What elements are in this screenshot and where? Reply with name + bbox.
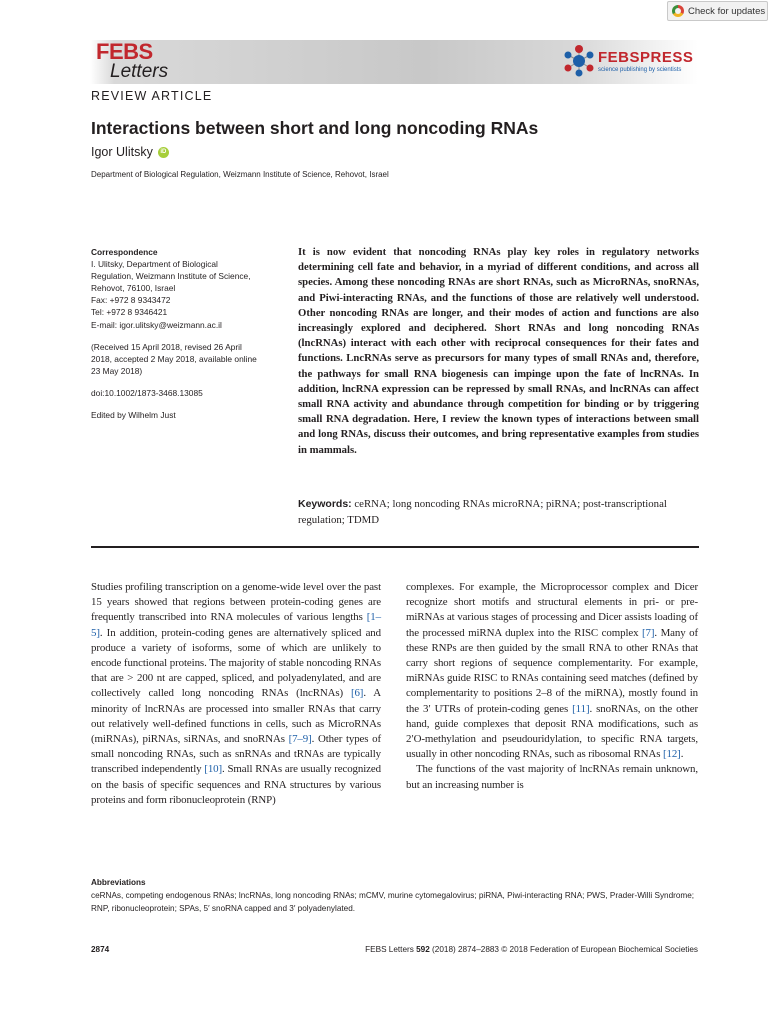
author-name[interactable]: Igor Ulitsky [91,145,153,159]
dates-line: (Received 15 April 2018, revised 26 April [91,341,242,352]
article-type: REVIEW ARTICLE [91,89,213,103]
body-text: Studies profiling transcription on a genome-wide level over the past 15 years showed that regions between protein-coding genes are frequently transcribed into RNA molecules of various lengths [91,581,381,624]
tel-line: Tel: +972 8 9346421 [91,307,168,318]
correspondence-heading: Correspondence [91,247,158,257]
body-text: . snoRNAs, on the other hand, guide complexes that deposit RNA modifications, such as 2′O-methylation and pseudouridylation, to specific RNA targets, usually in other noncoding RNAs, such as ribosomal RNAs [406,702,698,761]
address-line: Regulation, Weizmann Institute of Science, [91,271,251,282]
body-column-right [406,580,698,793]
keywords-label: Keywords: [298,498,352,510]
fax-line: Fax: +972 8 9343472 [91,295,171,306]
correspondence-sidebar [91,246,291,421]
citation-link[interactable]: [1–5] [91,611,381,639]
orcid-icon[interactable]: iD [158,147,169,158]
febs-press-emblem-icon [562,44,596,78]
section-divider [91,546,699,548]
citation-link[interactable]: [12] [662,748,681,761]
body-text: complexes. For example, the Microprocessor complex and Dicer recognize short motifs and structural elements in pri- or pre-miRNAs at various stages of processing and Dicer assists loading of the processed miRNA duplex into the RISC complex [406,581,698,639]
body-text: . A minority of lncRNAs are processed into smaller RNAs that carry out relatively well-defined functions in cells, such as MicroRNAs (miRNAs), piRNAs, siRNAs, and snoRNAs [91,687,381,746]
body-text: . Other types of small noncoding RNAs, such as snRNAs and tRNAs are typically transcribed independently [91,733,381,776]
body-column-left [91,580,381,808]
abbreviations-text: ceRNAs, competing endogenous RNAs; lncRNAs, long noncoding RNAs; mCMV, murine cytomegalovirus; piRNA, Piwi-interacting RNA; PWS, Prader-Willi Syndrome; RNP, ribonucleoprotein; SPAs, 5′ snoRNA capped and 3′ polyadenylated. [91,890,695,913]
address-line: Rehovot, 76100, Israel [91,283,176,294]
logo-letters-text: Letters [110,61,169,82]
body-paragraph: The functions of the vast majority of lncRNAs remain unknown, but an increasing number is [406,763,698,791]
footer-copyright: (2018) 2874–2883 © 2018 Federation of European Biochemical Societies [429,945,698,954]
body-paragraph [91,580,381,808]
crossmark-icon [672,5,684,17]
body-text: . Many of these RNPs are then guided by the small RNA to other RNAs that carry short regions of sequence complementarity. For example, miRNAs guide RISC to RNAs containing seed matches (defined by complementarity to positions 2–8 of the miRNA), mostly found in the 3′ UTRs of protein-coding genes [406,626,698,715]
citation-link[interactable]: [7–9] [288,733,312,746]
abbreviations-heading: Abbreviations [91,878,146,887]
citation-link[interactable]: [11] [572,702,590,715]
body-text: . Small RNAs are usually recognized on the basis of specific sequences and RNA structures by various proteins and form ribonucleoprotein (RNP) [91,763,381,806]
keywords [298,496,699,528]
logo-febs-text: FEBS [96,39,153,64]
abbreviations-section [91,877,699,915]
dates-line: 2018, accepted 2 May 2018, available online [91,353,257,364]
author-line [91,145,169,159]
febs-press-logo [562,44,696,80]
page-number: 2874 [91,945,110,954]
address-line: I. Ulitsky, Department of Biological [91,259,218,270]
doi-link[interactable]: doi:10.1002/1873-3468.13085 [91,387,203,398]
febs-press-tagline: science publishing by scientists [598,67,682,73]
article-title: Interactions between short and long noncoding RNAs [91,118,539,138]
check-for-updates-label: Check for updates [688,5,766,17]
author-affiliation: Department of Biological Regulation, Weizmann Institute of Science, Rehovot, Israel [91,170,389,179]
footer-journal: FEBS Letters [365,945,417,954]
febs-press-name: FEBSPRESS [598,49,694,66]
body-text: . In addition, protein-coding genes are alternatively spliced and produce a variety of isoforms, some of which are unlikely to encode functional proteins. The majority of stable noncoding RNAs that are > 200 nt are capped, spliced, and polyadenylated, and are collectively called long noncoding RNAs (lncRNAs) [91,626,381,700]
citation-link[interactable]: [10] [204,763,223,776]
dates-line: 23 May 2018) [91,365,143,376]
keywords-text: ceRNA; long noncoding RNAs microRNA; piRNA; post-transcriptional regulation; TDMD [298,498,667,526]
email-link[interactable]: E-mail: igor.ulitsky@weizmann.ac.il [91,319,222,330]
footer-citation [365,945,698,954]
febs-letters-logo [96,40,196,84]
edited-by: Edited by Wilhelm Just [91,410,176,421]
citation-link[interactable]: [7] [642,626,655,639]
check-for-updates-button[interactable] [667,1,768,21]
abstract: It is now evident that noncoding RNAs play key roles in regulatory networks determining cell fate and behavior, in a myriad of different conditions, and across all species. Among these noncoding RNAs are short RNAs, such as MicroRNAs, snoRNAs, and Piwi-interacting RNAs, and the functions of those are relatively well understood. Other noncoding RNAs are longer, and their modes of action and functions are also increasingly explored and deciphered. Short RNAs and long noncoding RNAs (lncRNAs) interact with each other with reciprocal consequences for their fates and functions. LncRNAs serve as precursors for many types of small RNAs and, therefore, the pathways for small RNA biogenesis can impinge upon the fate of lncRNAs. In addition, lncRNA expression can be repressed by small RNAs, and lncRNAs can affect small RNA activity and abundance through competition for binding or by triggering small RNA degradation. Here, I review the known types of interactions between small and long RNAs, discuss their outcomes, and bring representative examples from studies in mammals. [298,246,699,456]
citation-link[interactable]: [6] [350,687,364,700]
body-paragraph [406,580,698,762]
body-text: . [680,748,684,761]
footer-volume: 592 [416,945,430,954]
